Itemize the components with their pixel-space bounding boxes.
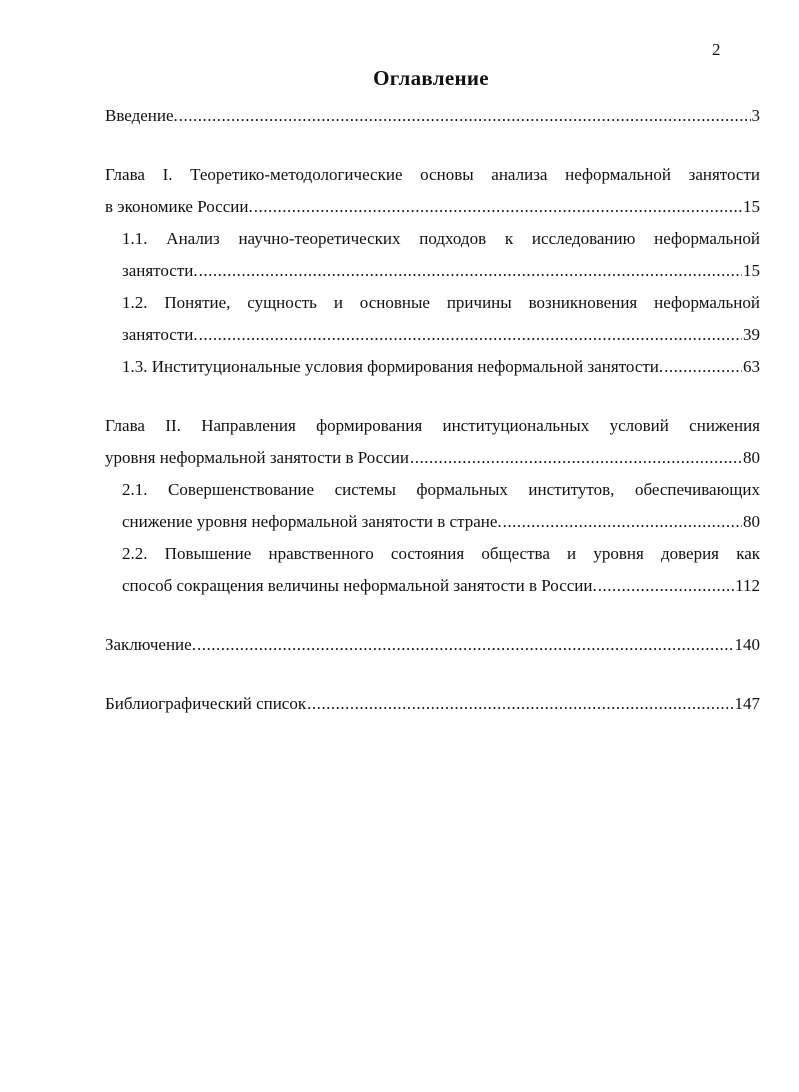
toc-line: [105, 629, 760, 661]
toc-entry-text: в экономике России.: [105, 197, 253, 216]
toc-line: [122, 255, 760, 287]
toc-line: Глава II. Направления формирования институциональных условий снижения: [105, 416, 760, 435]
toc-line: [122, 506, 760, 538]
toc-entry-text: Введение.: [105, 106, 178, 125]
dot-leader: [179, 100, 751, 132]
toc-entry-section-1-3[interactable]: [105, 351, 760, 383]
toc-entry-text: занятости.: [122, 325, 198, 344]
dot-leader: [664, 351, 742, 383]
toc-line: 1.2. Понятие, сущность и основные причины возникновения неформальной: [122, 293, 760, 312]
dot-leader: [199, 255, 742, 287]
toc-entry-conclusion[interactable]: [105, 629, 760, 661]
toc-page-number: 112: [735, 576, 760, 595]
dot-leader: [199, 319, 742, 351]
toc-page-number: 3: [751, 106, 760, 125]
dot-leader: [410, 442, 742, 474]
toc-entry-text: Библиографический список: [105, 694, 307, 713]
toc-entry-chapter-1[interactable]: [105, 159, 760, 223]
dot-leader: [307, 688, 733, 720]
toc-line: [122, 570, 760, 602]
toc-entry-text: 1.3. Институциональные условия формирования неформальной занятости.: [122, 357, 664, 376]
toc-entry-text: занятости.: [122, 261, 198, 280]
toc-page-number: 63: [743, 357, 760, 376]
toc-line: [105, 100, 760, 132]
toc-page-number: 15: [743, 261, 760, 280]
toc-page-number: 80: [743, 448, 760, 467]
toc-title: Оглавление: [373, 66, 489, 90]
toc-entry-text: снижение уровня неформальной занятости в стране.: [122, 512, 502, 531]
toc-page-number: 140: [734, 635, 760, 654]
dot-leader: [197, 629, 734, 661]
toc-line: [122, 351, 760, 383]
toc-line: 2.1. Совершенствование системы формальных институтов, обеспечивающих: [122, 480, 760, 499]
toc-line: [105, 442, 760, 474]
toc-entry-section-1-1[interactable]: [105, 223, 760, 287]
page-number: 2: [712, 40, 721, 59]
toc-line: 2.2. Повышение нравственного состояния общества и уровня доверия как: [122, 544, 760, 563]
toc-entry-text: уровня неформальной занятости в России: [105, 448, 409, 467]
toc-line: 1.1. Анализ научно-теоретических подходов к исследованию неформальной: [122, 229, 760, 248]
toc-line: [105, 191, 760, 223]
toc-entry-introduction[interactable]: [105, 100, 760, 132]
dot-leader: [254, 191, 742, 223]
toc-page-number: 80: [743, 512, 760, 531]
toc-entry-section-2-2[interactable]: [105, 538, 760, 602]
toc-line: Глава I. Теоретико-методологические основы анализа неформальной занятости: [105, 165, 760, 184]
toc-entry-bibliography[interactable]: [105, 688, 760, 720]
toc-entry-chapter-2[interactable]: [105, 410, 760, 474]
dot-leader: [503, 506, 742, 538]
toc-line: [105, 688, 760, 720]
toc-line: [122, 319, 760, 351]
toc-page-number: 39: [743, 325, 760, 344]
toc-entry-text: способ сокращения величины неформальной занятости в России.: [122, 576, 597, 595]
toc-entry-section-2-1[interactable]: [105, 474, 760, 538]
toc-entry-text: Заключение.: [105, 635, 196, 654]
dot-leader: [598, 570, 734, 602]
toc-page-number: 15: [743, 197, 760, 216]
table-of-contents: [105, 100, 760, 720]
toc-page-number: 147: [734, 694, 760, 713]
toc-entry-section-1-2[interactable]: [105, 287, 760, 351]
